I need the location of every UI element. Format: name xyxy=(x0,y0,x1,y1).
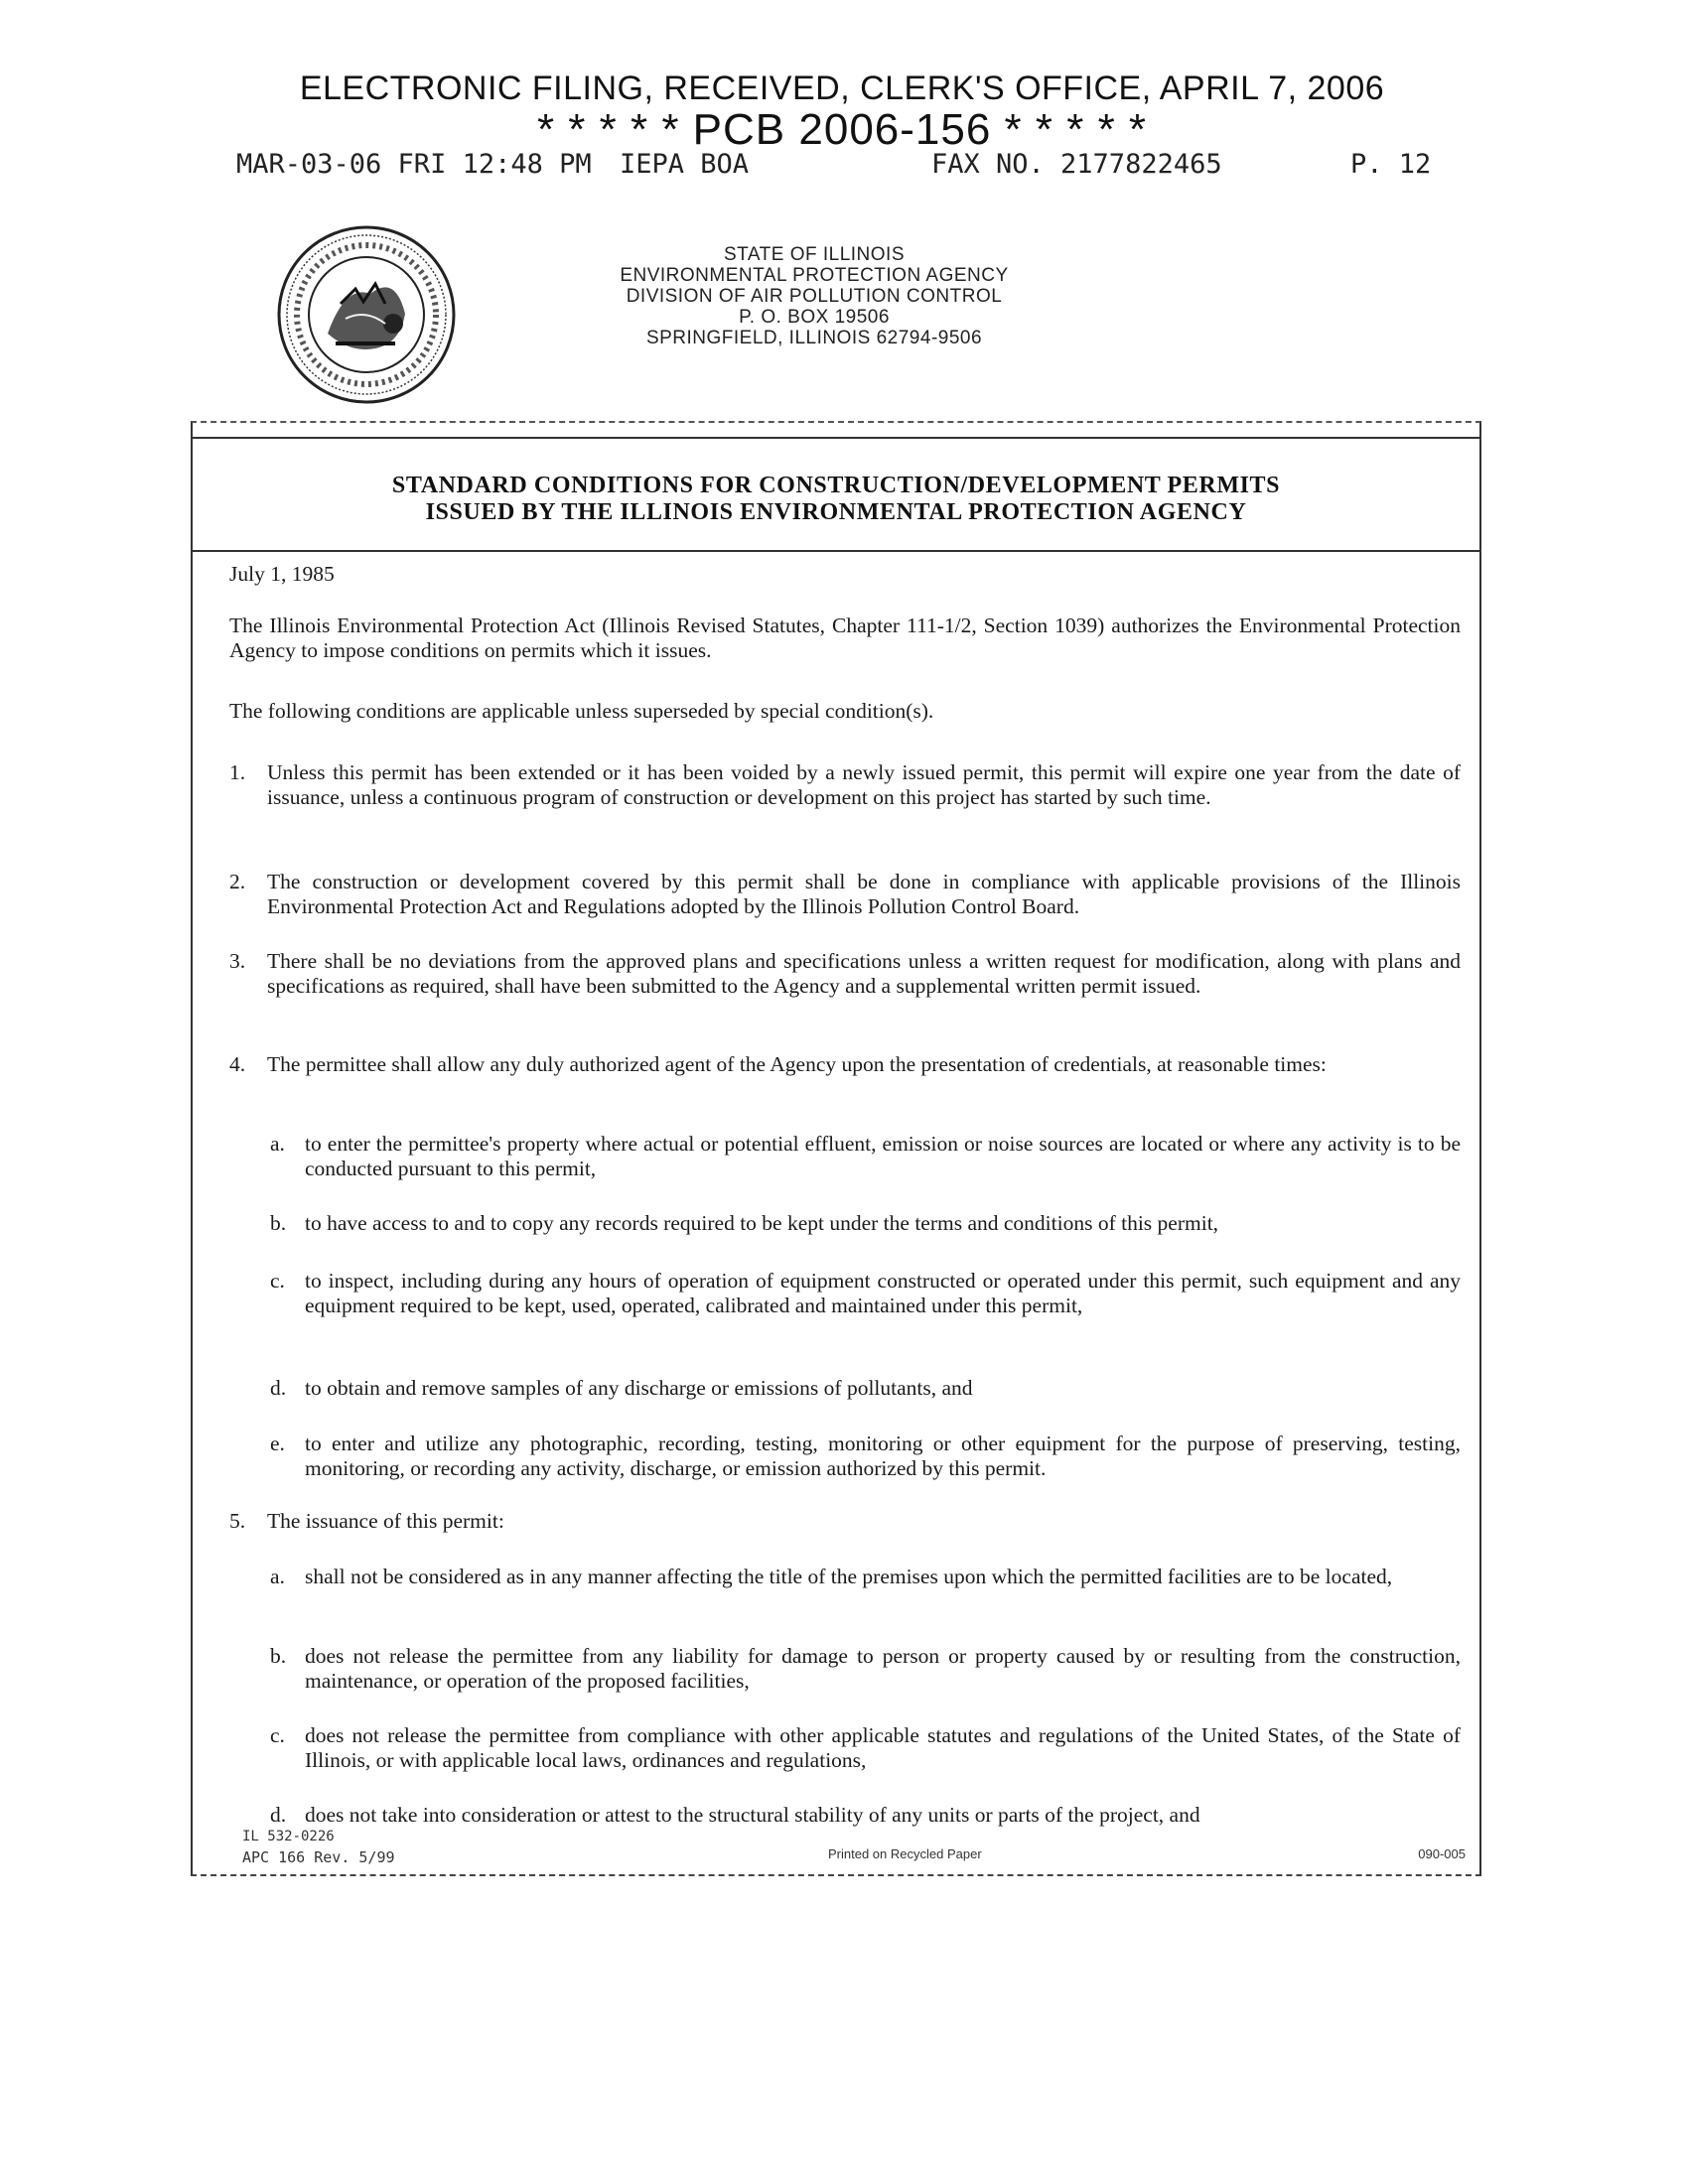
fax-number: FAX NO. 2177822465 xyxy=(931,149,1222,180)
condition-text: Unless this permit has been extended or it has been voided by a newly issued permit, this permit will expire one year from the date of issuance, unless a continuous program of construction or development on this project has started by such time. xyxy=(267,760,1461,809)
subcondition-text: to inspect, including during any hours of operation of equipment constructed or operated under this permit, such equipment and any equipment required to be kept, used, operated, calibrated and maintained under this permit, xyxy=(305,1269,1461,1317)
state-seal-icon xyxy=(276,224,457,405)
agency-line: SPRINGFIELD, ILLINOIS 62794-9506 xyxy=(645,328,983,348)
subcondition-text: does not release the permittee from compliance with other applicable statutes and regulations of the United States, of the State of Illinois, or with applicable local laws, ordinances and regulations, xyxy=(305,1723,1461,1772)
title-line: ISSUED BY THE ILLINOIS ENVIRONMENTAL PROTECTION AGENCY xyxy=(425,499,1247,525)
condition-text: The construction or development covered by this permit shall be done in compliance with applicable provisions of the Illinois Environmental Protection Act and Regulations adopted by the Illinois Pollution Control Board. xyxy=(267,870,1461,918)
subcondition-letter: e. xyxy=(270,1432,285,1455)
fax-page: P. 12 xyxy=(1350,149,1432,180)
subcondition-text: to enter and utilize any photographic, recording, testing, monitoring or other equipment for the purpose of preserving, testing, monitoring, or recording any activity, discharge, or emission authorized by this permit. xyxy=(305,1432,1461,1480)
subcondition-text: shall not be considered as in any manner affecting the title of the premises upon which the permitted facilities are to be located, xyxy=(305,1565,1393,1588)
document-title xyxy=(193,437,1479,552)
subcondition-letter: c. xyxy=(270,1269,285,1293)
subcondition-letter: a. xyxy=(270,1565,285,1588)
filing-stamp-line: ELECTRONIC FILING, RECEIVED, CLERK'S OFFICE, APRIL 7, 2006 xyxy=(299,69,1385,107)
fax-header xyxy=(236,149,1432,185)
condition-number: 4. xyxy=(229,1052,246,1076)
condition-text: The issuance of this permit: xyxy=(267,1509,504,1533)
subcondition-text: to enter the permittee's property where actual or potential effluent, emission or noise sources are located or where any activity is to be conducted pursuant to this permit, xyxy=(305,1132,1461,1180)
subcondition-text: does not release the permittee from any liability for damage to person or property caused by or resulting from the construction, maintenance, or operation of the proposed facilities, xyxy=(305,1644,1461,1693)
subcondition-letter: b. xyxy=(270,1644,287,1668)
subcondition-letter: c. xyxy=(270,1723,285,1747)
subcondition-letter: d. xyxy=(270,1376,287,1400)
intro-paragraph: The Illinois Environmental Protection Act (Illinois Revised Statutes, Chapter 111-1/2, Section 1039) authorizes the Environmental Protection Agency to impose conditions on permits which it issues. xyxy=(229,614,1461,662)
condition-text: There shall be no deviations from the approved plans and specifications unless a written request for modification, along with plans and specifications as required, shall have been submitted to the Agency and a supplemental written permit issued. xyxy=(267,949,1461,998)
condition-text: The permittee shall allow any duly authorized agent of the Agency upon the presentation of credentials, at reasonable times: xyxy=(267,1052,1327,1076)
condition-number: 3. xyxy=(229,949,246,973)
subcondition-text: to have access to and to copy any records required to be kept under the terms and conditions of this permit, xyxy=(305,1211,1219,1235)
subcondition-letter: b. xyxy=(270,1211,287,1235)
agency-line: ENVIRONMENTAL PROTECTION AGENCY xyxy=(620,265,1009,286)
condition-number: 2. xyxy=(229,870,246,893)
condition-number: 1. xyxy=(229,760,246,784)
condition-number: 5. xyxy=(229,1509,246,1533)
subcondition-text: to obtain and remove samples of any discharge or emissions of pollutants, and xyxy=(305,1376,973,1400)
document-frame xyxy=(191,421,1481,1876)
case-number-stamp: * * * * * PCB 2006-156 * * * * * xyxy=(536,105,1148,154)
agency-line: STATE OF ILLINOIS xyxy=(724,244,905,265)
subcondition-letter: d. xyxy=(270,1803,287,1827)
footer-form-number: APC 166 Rev. 5/99 xyxy=(242,1848,395,1866)
footer-code: IL 532-0226 xyxy=(242,1829,335,1844)
agency-line: DIVISION OF AIR POLLUTION CONTROL xyxy=(626,286,1003,307)
applicable-paragraph: The following conditions are applicable unless superseded by special condition(s). xyxy=(229,699,934,723)
footer-recycled-note: Printed on Recycled Paper xyxy=(828,1846,982,1861)
footer-page-code: 090-005 xyxy=(1418,1846,1466,1861)
fax-datetime: MAR-03-06 FRI 12:48 PM xyxy=(236,149,592,180)
subcondition-letter: a. xyxy=(270,1132,285,1156)
title-line: STANDARD CONDITIONS FOR CONSTRUCTION/DEVELOPMENT PERMITS xyxy=(391,473,1281,498)
agency-address-block xyxy=(566,244,1062,348)
document-date: July 1, 1985 xyxy=(229,562,335,586)
fax-sender: IEPA BOA xyxy=(620,149,750,180)
subcondition-text: does not take into consideration or attest to the structural stability of any units or parts of the project, and xyxy=(305,1803,1200,1827)
agency-line: P. O. BOX 19506 xyxy=(739,307,890,328)
